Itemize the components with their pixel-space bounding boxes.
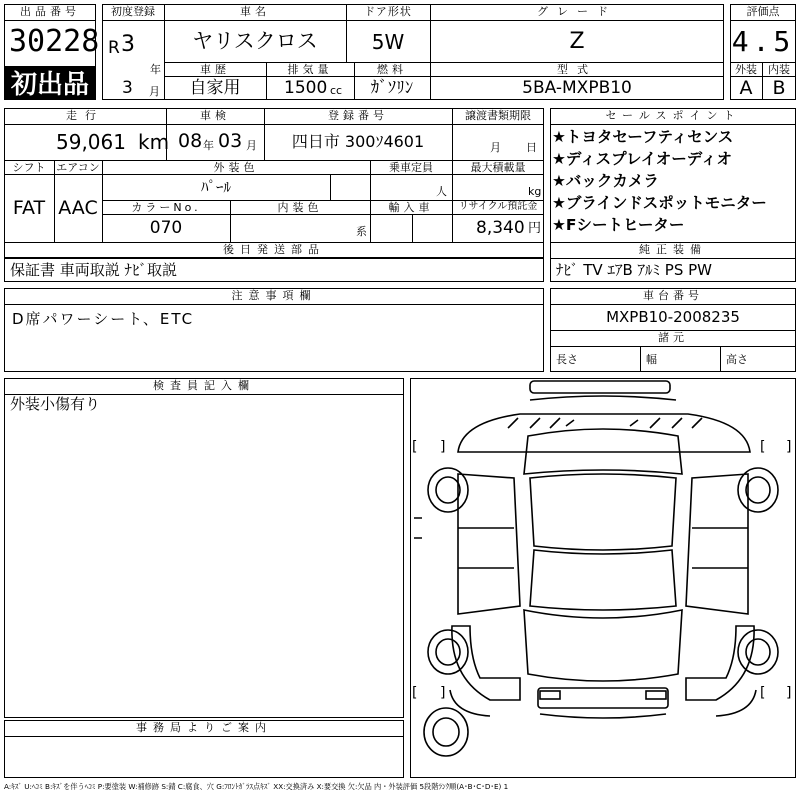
insp-month-unit: 月 <box>246 139 257 152</box>
history-label: 車歴 <box>200 63 230 76</box>
door-type: 5W <box>371 30 405 54</box>
int-label: 内装 <box>768 63 790 76</box>
chassis-label: 車台番号 <box>643 289 703 302</box>
equipment: ﾅﾋﾞ TV ｴｱB ｱﾙﾐ PS PW <box>556 261 712 279</box>
transfer-day-unit: 日 <box>526 141 537 154</box>
diagram-bracket-right: ] <box>786 439 792 455</box>
inspector-box <box>4 378 404 718</box>
ext-label: 外装 <box>735 63 757 76</box>
mileage-unit: km <box>138 130 170 154</box>
diagram-bracket-left: [ <box>412 685 418 701</box>
car-diagram <box>410 378 796 778</box>
insp-year: 08 <box>178 130 203 152</box>
inspection-label: 車検 <box>200 109 230 122</box>
length-label: 長さ <box>556 353 578 366</box>
insp-year-unit: 年 <box>203 139 214 152</box>
displacement: 1500 <box>284 78 328 98</box>
recycle-fee: 8,340 <box>476 218 525 238</box>
notes-label: 注意事項欄 <box>231 289 317 302</box>
sales-point: ★ブラインドスポットモニター <box>552 194 767 212</box>
displacement-label: 排気量 <box>287 63 333 76</box>
reg-no-label: 登録番号 <box>328 109 388 122</box>
grade: Z <box>569 29 585 54</box>
fuel-label: 燃料 <box>377 63 407 76</box>
later-parts-label: 後日発送部品 <box>223 243 325 256</box>
overall-score: 4.5 <box>731 25 795 58</box>
legend: A:ｷｽﾞ U:ﾍｺﾐ B:ｷｽﾞを伴うﾍｺﾐ P:要塗装 W:補修跡 S:錆 C:腐食、穴 G:ﾌﾛﾝﾄｶﾞﾗｽ点ｷｽﾞ XX:交換済み X:要交換 欠:欠品 内・外装評価 5段階ﾗﾝｸ順(A･B･C･D･E) 1 <box>4 782 509 791</box>
notes: D席パワーシート、ETC <box>12 310 195 328</box>
reg-no: 四日市 300ｿ4601 <box>291 132 425 151</box>
load-label: 最大積載量 <box>470 161 526 174</box>
diagram-bracket-right: [ <box>760 685 766 701</box>
reg-month: 3 <box>122 78 133 98</box>
ac: AAC <box>58 197 98 219</box>
mileage-label: 走行 <box>66 109 104 122</box>
inspector-label: 検査員記入欄 <box>153 379 255 392</box>
shift-label: シフト <box>12 161 46 174</box>
inspector-notes: 外装小傷有り <box>10 395 101 413</box>
lot-label: 出品番号 <box>20 5 80 18</box>
sales-points-label: セールスポイント <box>605 109 741 122</box>
sales-point: ★バックカメラ <box>552 172 659 190</box>
height-label: 高さ <box>726 353 748 366</box>
displacement-unit: cc <box>330 84 343 97</box>
history: 自家用 <box>189 78 241 98</box>
insp-month: 03 <box>218 130 243 152</box>
later-parts: 保証書 車両取説 ﾅﾋﾞ取説 <box>10 261 178 279</box>
color-no-label: カラーNo. <box>131 201 201 214</box>
ext-color: ﾊﾟｰﾙ <box>200 178 232 196</box>
dims-label: 諸元 <box>658 331 688 344</box>
equipment-label: 純正装備 <box>639 243 707 256</box>
ext-score: A <box>739 77 753 99</box>
int-color-unit: 系 <box>356 225 367 238</box>
diagram-bracket-right: ] <box>786 685 792 701</box>
reg-year: 3 <box>121 32 135 57</box>
width-label: 幅 <box>646 353 657 366</box>
int-score: B <box>772 77 786 99</box>
model-label: 型式 <box>557 63 597 76</box>
recycle-unit: 円 <box>528 221 542 236</box>
grade-label: グレード <box>537 5 617 18</box>
transfer-month-unit: 月 <box>490 141 501 154</box>
transfer-label: 譲渡書類期限 <box>465 109 531 122</box>
recycle-label: リサイクル預託金 <box>458 201 538 212</box>
car-name: ヤリスクロス <box>192 29 318 53</box>
diagram-bracket-left: ] <box>440 439 446 455</box>
office-label: 事務局よりご案内 <box>136 721 272 734</box>
color-no: 070 <box>149 218 183 238</box>
fuel: ｶﾞｿﾘﾝ <box>370 78 414 98</box>
int-color-label: 内装色 <box>277 201 323 214</box>
sales-point: ★トヨタセーフティセンス <box>552 128 734 146</box>
year-unit: 年 <box>150 63 161 76</box>
first-time-badge: 初出品 <box>5 66 95 99</box>
diagram-bracket-left: ] <box>440 685 446 701</box>
era: R <box>108 38 120 58</box>
sales-point: ★Fシートヒーター <box>552 216 685 234</box>
score-label: 評価点 <box>746 5 780 18</box>
door-label: ドア形状 <box>364 5 412 18</box>
shift: FAT <box>12 197 46 219</box>
diagram-bracket-left: [ <box>412 439 418 455</box>
sales-point: ★ディスプレイオーディオ <box>552 150 733 168</box>
import-label: 輸入車 <box>388 201 434 214</box>
ac-label: エアコン <box>56 161 100 174</box>
chassis-number: MXPB10-2008235 <box>606 308 740 326</box>
ext-color-label: 外装色 <box>213 161 259 174</box>
first-reg-label: 初度登録 <box>111 5 155 18</box>
month-unit: 月 <box>149 85 160 98</box>
capacity-label: 乗車定員 <box>389 161 433 174</box>
model-code: 5BA-MXPB10 <box>522 78 632 98</box>
lot-number: 30228 <box>9 24 100 59</box>
car-name-label: 車名 <box>240 5 270 18</box>
mileage: 59,061 <box>56 130 126 154</box>
diagram-bracket-right: [ <box>760 439 766 455</box>
load-unit: kg <box>528 185 542 198</box>
capacity-unit: 人 <box>436 185 447 198</box>
